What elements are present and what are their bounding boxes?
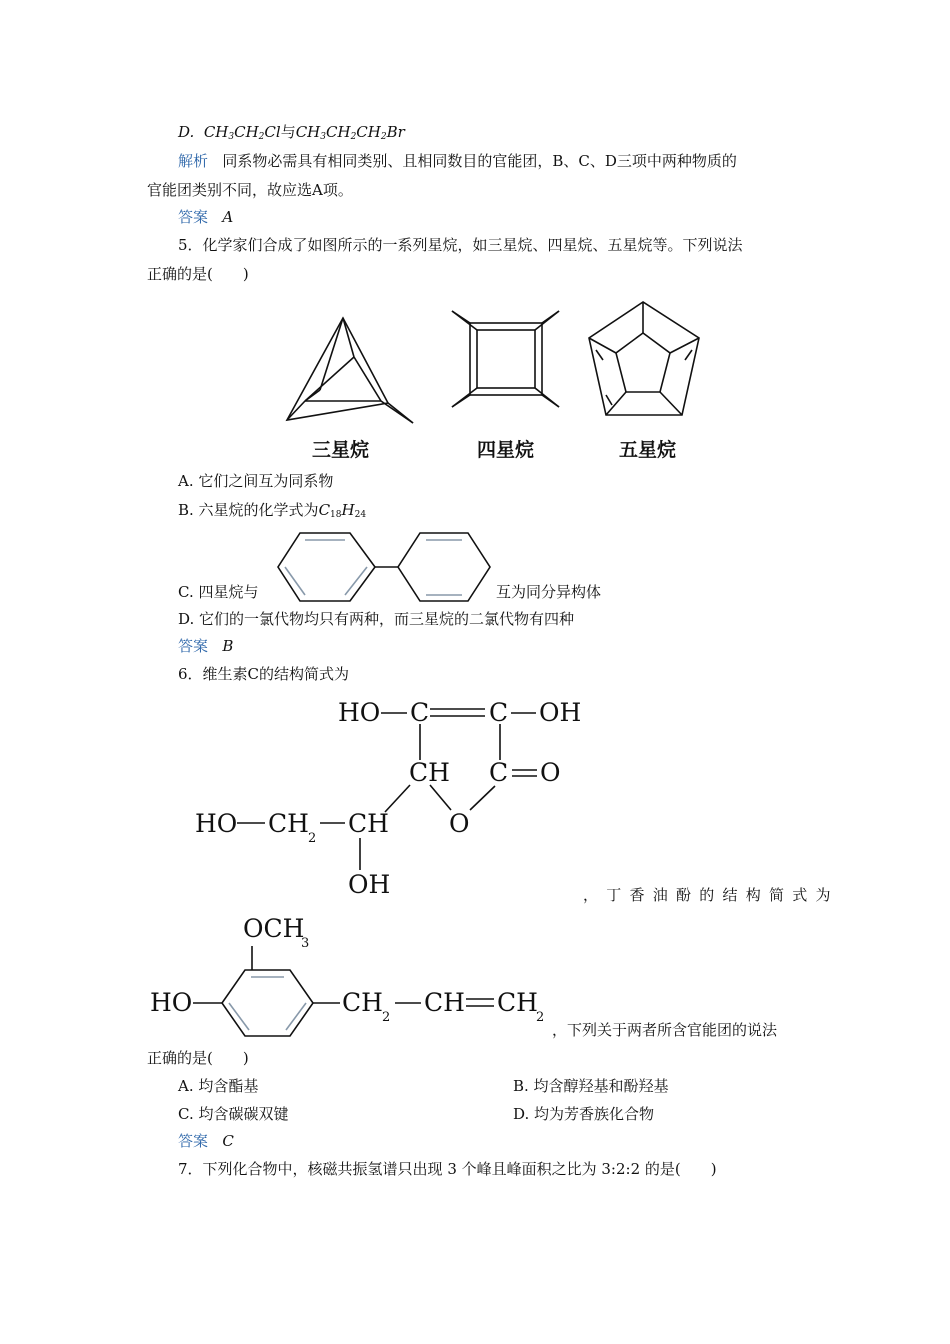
vitc-o-ring: O [449,809,470,838]
q5-option-d: D. 它们的一氯代物均只有两种，而三星烷的二氯代物有四种 [178,610,575,628]
eug-och: OCH [243,914,305,943]
vitc-o-carbonyl: O [540,758,561,787]
formula-sub: 3 [228,132,235,142]
q5-stem-line2: 正确的是( ) [147,265,249,283]
conjunction: 与 [280,123,296,141]
formula-part: CH [234,123,259,141]
formula-part: C [318,501,331,519]
eug-ch2-sub: 2 [382,1010,391,1025]
q7-stem: 7．下列化合物中，核磁共振氢谱只出现 3 个峰且峰面积之比为 3:2:2 的是( ) [178,1160,717,1178]
q4-answer [178,207,233,227]
formula-part: H [341,501,355,519]
formula-sub: 24 [354,510,367,520]
vitc-ch2: CH [268,809,309,838]
formula-sub: 2 [380,132,387,142]
analysis-label: 解析 [178,152,209,170]
eug-och-sub: 3 [301,936,310,951]
q4-analysis-line1 [178,151,737,171]
formula-part: CH [295,123,321,141]
q6-option-b: B. 均含醇羟基和酚羟基 [513,1077,669,1095]
label-triasterane: 三星烷 [312,439,370,461]
q6-tail-line2: 正确的是( ) [147,1049,249,1067]
vitc-c1: C [410,698,430,727]
eug-ch: CH [424,988,465,1017]
vitc-c3: C [489,758,509,787]
vitc-c2: C [489,698,509,727]
formula-sub: 2 [258,132,265,142]
q5-answer [178,636,233,656]
q5-option-a: A. 它们之间互为同系物 [178,472,334,490]
answer-value: A [222,208,234,226]
formula-part: CH [356,123,381,141]
formula-part: Cl [264,123,281,141]
eug-ch2-end-sub: 2 [536,1010,545,1025]
option-label: D. [178,123,195,141]
q4-option-d [178,122,405,147]
vitc-ho-top: HO [338,698,381,727]
answer-label: 答案 [178,637,209,655]
vitc-ch: CH [409,758,450,787]
label-tetrasterane: 四星烷 [477,439,535,461]
formula-sub: 18 [330,510,342,520]
formula-sub: 3 [320,132,326,142]
q5-option-c [178,582,258,602]
vitc-oh-bottom: OH [348,870,391,899]
q5-option-b [178,500,366,525]
q6-tail-text: ，下列关于两者所含官能团的说法 [552,1021,778,1039]
formula-propyl-bromide [296,123,405,141]
q6-mid-text: ，丁香油酚的结构简式为 [583,886,839,904]
formula-part: CH [326,123,351,141]
vitc-ho-left: HO [195,809,238,838]
answer-value: C [222,1132,234,1150]
formula-sub: 2 [350,132,357,142]
formula-part: Br [386,123,405,141]
q5-stem-line1: 5．化学家们合成了如图所示的一系列星烷，如三星烷、四星烷、五星烷等。下列说法 [178,236,743,254]
vitc-ch2-sub: 2 [308,831,317,846]
vitc-ch-chain: CH [348,809,389,838]
q6-option-a: A. 均含酯基 [178,1077,259,1095]
option-text: C. 四星烷与 [178,583,259,601]
eug-ch2-end: CH [497,988,538,1017]
q4-analysis-line2: 官能团类别不同，故应选A项。 [147,181,353,199]
formula-part: CH [203,123,229,141]
q5-option-c-tail: 互为同分异构体 [496,583,602,601]
answer-label: 答案 [178,208,209,226]
eug-ho: HO [150,988,193,1017]
q6-option-d: D. 均为芳香族化合物 [513,1105,655,1123]
vitc-oh-top: OH [539,698,582,727]
answer-value: B [222,637,234,655]
formula-ethyl-chloride [204,123,281,141]
eug-ch2: CH [342,988,383,1017]
option-text: B. 六星烷的化学式为 [178,501,319,519]
q6-stem: 6．维生素C的结构简式为 [178,665,350,683]
analysis-text: 同系物必需具有相同类别、且相同数目的官能团，B、C、D三项中两种物质的 [222,152,737,170]
label-pentasterane: 五星烷 [619,439,677,461]
q6-option-c: C. 均含碳碳双键 [178,1105,289,1123]
answer-label: 答案 [178,1132,209,1150]
q6-answer [178,1131,234,1151]
